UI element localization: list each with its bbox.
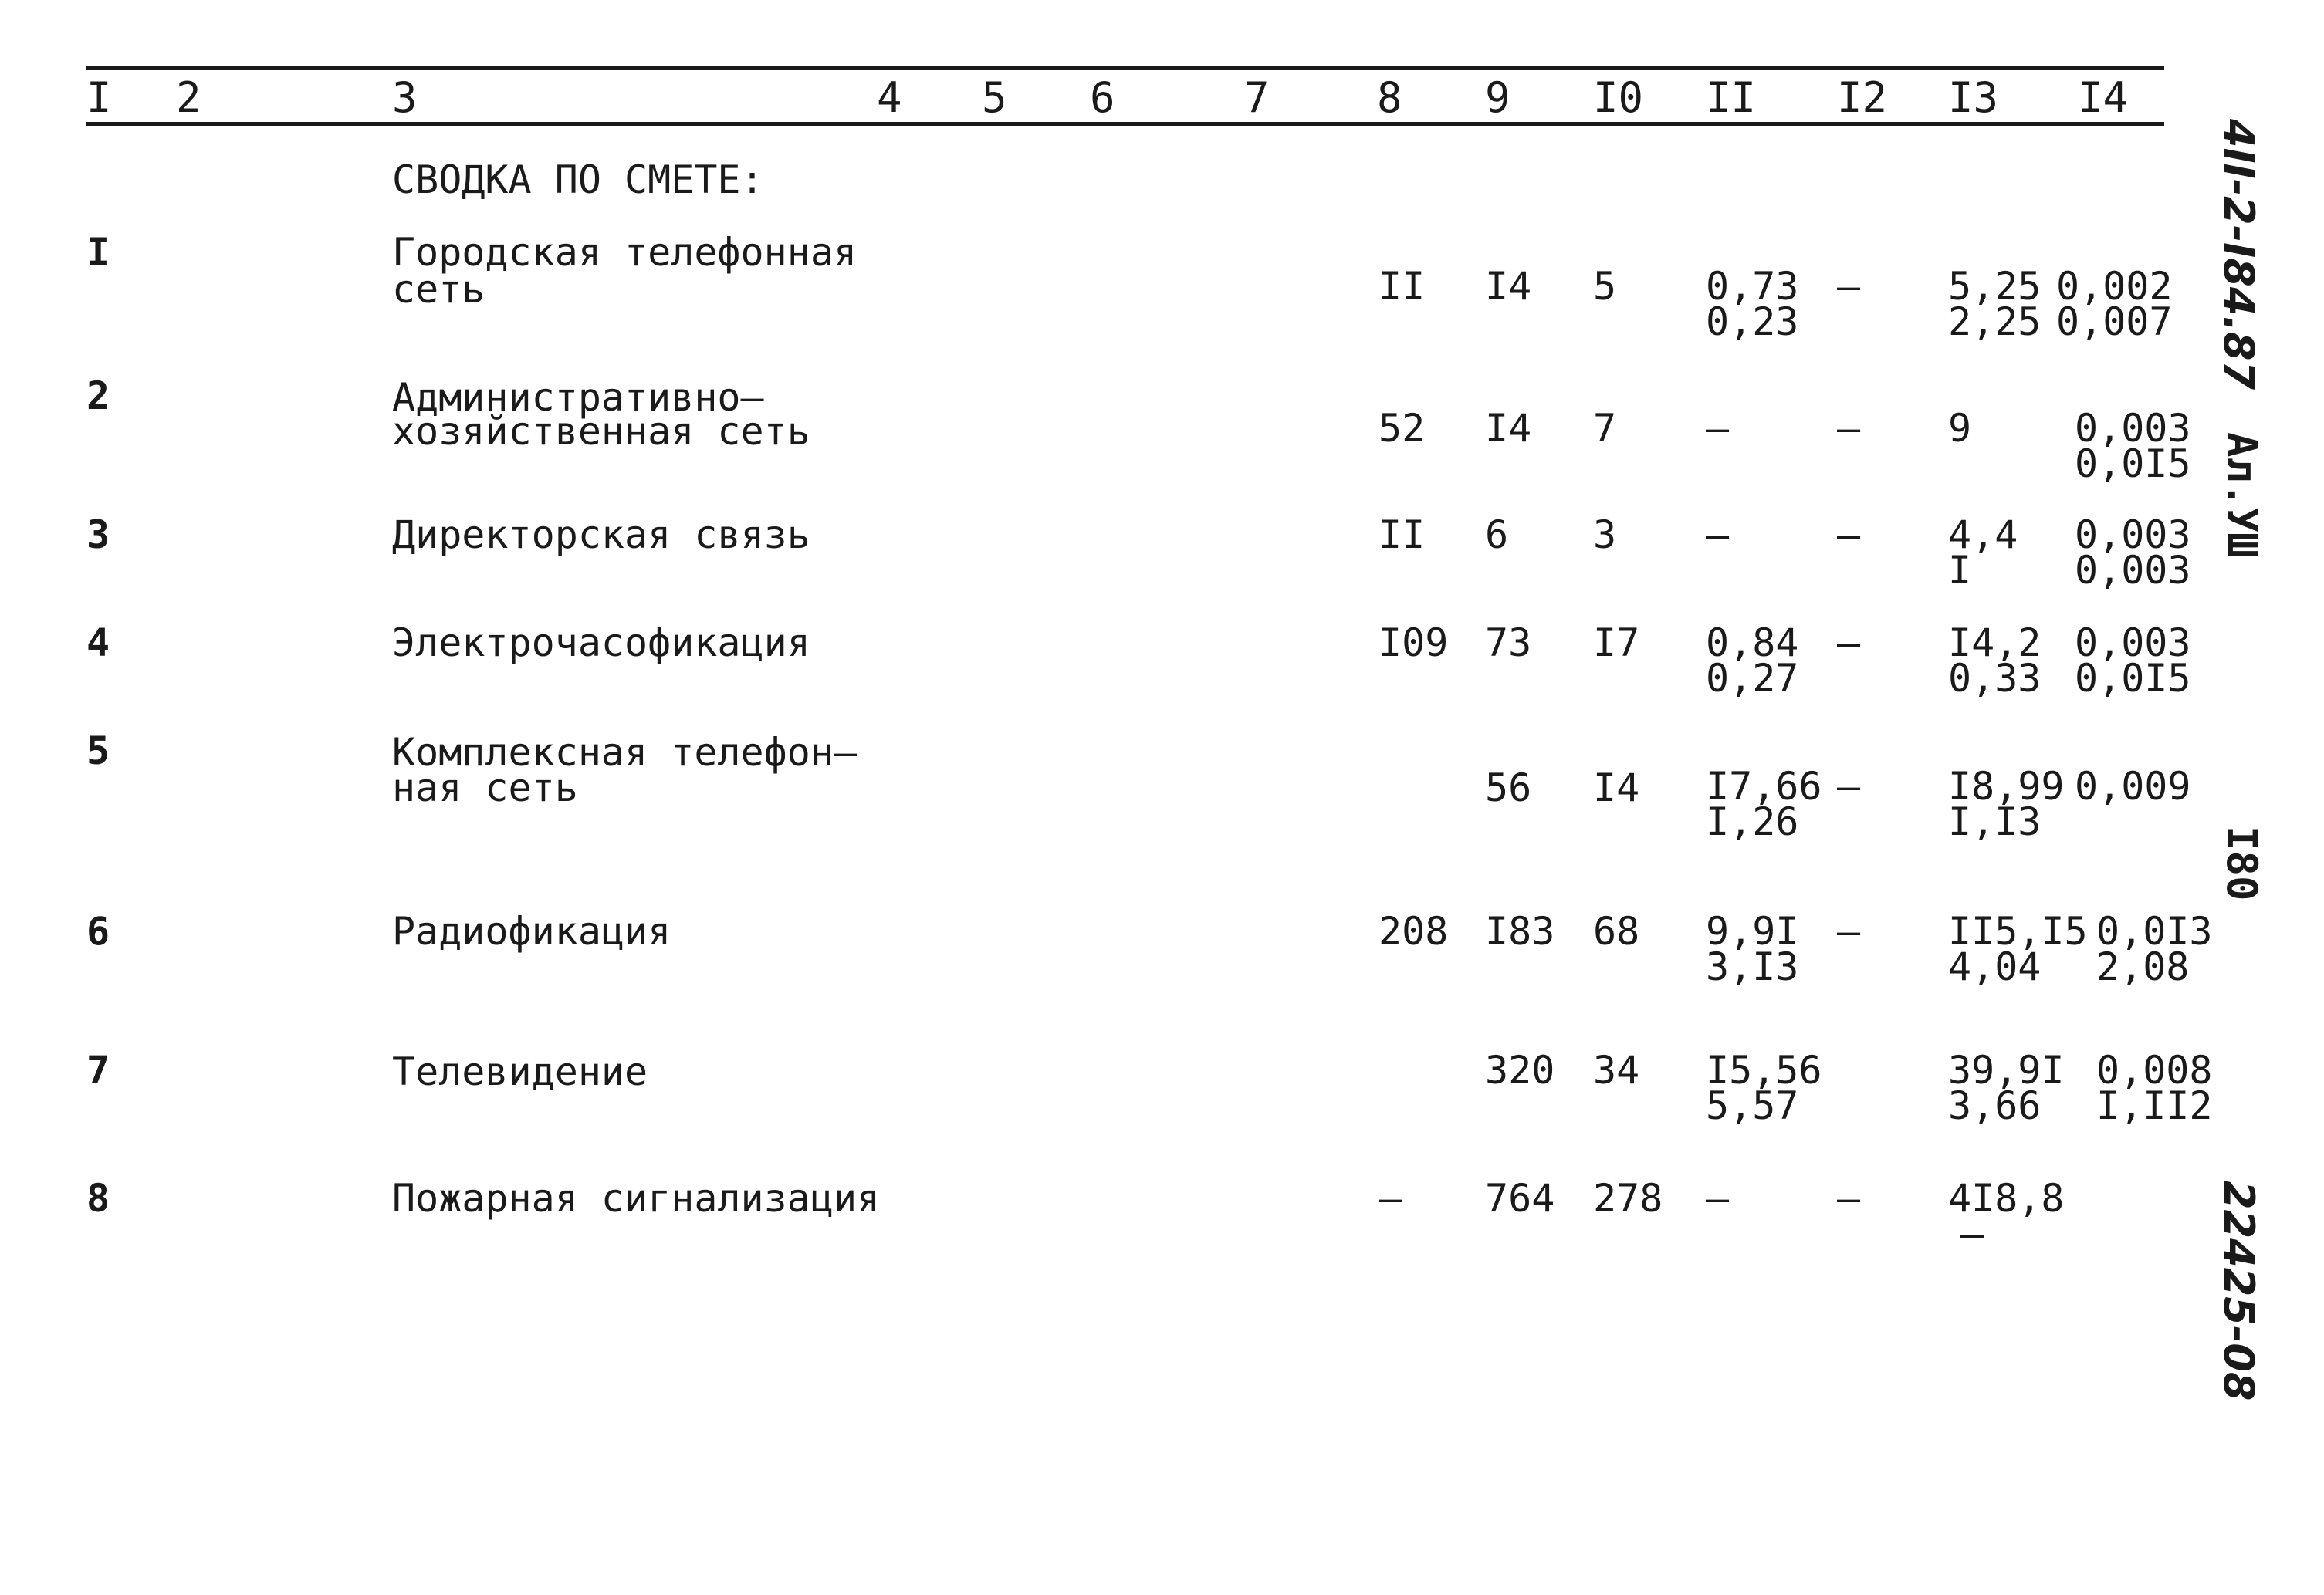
col-header-8: 8 <box>1377 73 1402 122</box>
cell-col13-top: I8,99 <box>1948 764 2065 809</box>
summary-title: СВОДКА ПО СМЕТЕ: <box>392 157 764 202</box>
col-header-4: 4 <box>877 73 902 122</box>
cell-col13-bottom: 4,04 <box>1948 944 2042 989</box>
cell-col13-bottom: 2,25 <box>1948 299 2042 344</box>
row-number: 5 <box>86 728 110 773</box>
cell-col13-top: 4,4 <box>1948 512 2018 557</box>
row-name-line1: Административно– <box>392 375 764 420</box>
cell-col13-bottom: 3,66 <box>1948 1083 2042 1128</box>
row-name-line1: Директорская связь <box>392 512 810 557</box>
cell-col10: I4 <box>1593 765 1640 810</box>
cell-col14-bottom: 0,0I5 <box>2075 656 2191 701</box>
row-number: 7 <box>86 1048 110 1093</box>
row-name-line1: Городская телефонная <box>392 230 858 275</box>
sheet-number: 22425-08 <box>2214 1181 2263 1401</box>
cell-col11-top: – <box>1706 406 1730 451</box>
row-number: I <box>86 230 110 275</box>
row-number: 6 <box>86 909 110 954</box>
cell-col10: I7 <box>1593 620 1640 665</box>
cell-col13-top: I4,2 <box>1948 620 2042 665</box>
row-number: 4 <box>86 620 110 665</box>
cell-col11-bottom: 3,I3 <box>1706 944 1799 989</box>
cell-col14-top: 0,008 <box>2096 1048 2213 1093</box>
cell-col13-bottom: 0,33 <box>1948 656 2042 701</box>
cell-col12: – <box>1837 264 1861 309</box>
row-name-line2: хозяйственная сеть <box>392 409 810 454</box>
row-name-line1: Телевидение <box>392 1049 648 1094</box>
cell-col8: 52 <box>1379 406 1426 451</box>
cell-col9: 6 <box>1485 512 1509 557</box>
col-header-3: 3 <box>392 73 418 122</box>
cell-col11-bottom: I,26 <box>1706 799 1799 844</box>
cell-col12: – <box>1837 620 1861 665</box>
cell-col13-bottom: I,I3 <box>1948 799 2042 844</box>
cell-col14-bottom: 0,003 <box>2075 548 2191 593</box>
col-header-7: 7 <box>1244 73 1270 122</box>
cell-col14-bottom: 0,0I5 <box>2075 441 2191 486</box>
cell-col8: II <box>1379 264 1426 309</box>
cell-col13-top: II5,I5 <box>1948 909 2088 954</box>
cell-col14-top: 0,003 <box>2075 512 2191 557</box>
cell-col14-top: 0,009 <box>2075 764 2191 809</box>
cell-col11-top: 9,9I <box>1706 909 1799 954</box>
cell-col11-top: – <box>1706 1176 1730 1221</box>
cell-col9: 764 <box>1485 1176 1555 1221</box>
cell-col11-bottom: 5,57 <box>1706 1083 1799 1128</box>
cell-col8: I09 <box>1379 620 1449 665</box>
doc-code: 4II-2-I84.87 <box>2214 119 2263 390</box>
album-label: Ал.УШ <box>2217 432 2266 558</box>
cell-col14-bottom: 2,08 <box>2096 944 2190 989</box>
cell-col8: 208 <box>1379 909 1449 954</box>
cell-col9: 56 <box>1485 765 1532 810</box>
header-bottom-rule <box>86 122 2164 126</box>
cell-col9: I83 <box>1485 909 1555 954</box>
header-top-rule <box>86 66 2164 70</box>
col-header-6: 6 <box>1090 73 1115 122</box>
row-name-line1: Электрочасофикация <box>392 620 810 665</box>
cell-col14-bottom: 0,007 <box>2056 299 2173 344</box>
col-header-11: II <box>1706 73 1757 122</box>
cell-col11-bottom: 0,27 <box>1706 656 1799 701</box>
cell-col9: 73 <box>1485 620 1532 665</box>
cell-col12: – <box>1837 1176 1861 1221</box>
row-name-line1: Радиофикация <box>392 909 671 954</box>
cell-col10: 3 <box>1593 512 1617 557</box>
cell-col11-top: – <box>1706 512 1730 557</box>
cell-col10: 278 <box>1593 1176 1663 1221</box>
row-name-line1: Комплексная телефон– <box>392 730 858 775</box>
col-header-5: 5 <box>982 73 1007 122</box>
col-header-10: I0 <box>1593 73 1644 122</box>
cell-col14-top: 0,002 <box>2056 264 2173 309</box>
row-number: 3 <box>86 512 110 557</box>
cell-col12: – <box>1837 764 1861 809</box>
cell-col10: 34 <box>1593 1048 1640 1093</box>
cell-col14-bottom: I,II2 <box>2096 1083 2213 1128</box>
cell-col9: 320 <box>1485 1048 1555 1093</box>
row-number: 8 <box>86 1176 110 1221</box>
cell-col10: 7 <box>1593 406 1617 451</box>
cell-col14-top: 0,003 <box>2075 406 2191 451</box>
col-header-1: I <box>86 73 112 122</box>
cell-col11-top: 0,73 <box>1706 264 1799 309</box>
row-name-line2: ная сеть <box>392 765 578 810</box>
page-number: I80 <box>2217 826 2266 901</box>
col-header-9: 9 <box>1485 73 1510 122</box>
col-header-14: I4 <box>2078 73 2129 122</box>
cell-col14-top: 0,0I3 <box>2096 909 2213 954</box>
row-name-line2: сеть <box>392 267 485 312</box>
cell-col12: – <box>1837 406 1861 451</box>
col-header-12: I2 <box>1837 73 1888 122</box>
cell-col12: – <box>1837 512 1861 557</box>
cell-col13-top: 4I8,8 <box>1948 1176 2065 1221</box>
cell-col13-top: 39,9I <box>1948 1048 2065 1093</box>
col-header-2: 2 <box>176 73 201 122</box>
cell-col13-bottom: I <box>1948 548 1972 593</box>
col-header-13: I3 <box>1948 73 1999 122</box>
row-name-line1: Пожарная сигнализация <box>392 1176 881 1221</box>
cell-col9: I4 <box>1485 264 1532 309</box>
cell-col12: – <box>1837 909 1861 954</box>
cell-col8: – <box>1379 1176 1402 1221</box>
cell-col10: 68 <box>1593 909 1640 954</box>
cell-col11-top: I5,56 <box>1706 1048 1822 1093</box>
cell-col14-top: 0,003 <box>2075 620 2191 665</box>
row-number: 2 <box>86 373 110 418</box>
cell-col9: I4 <box>1485 406 1532 451</box>
cell-col13-bottom: – <box>1960 1211 1984 1256</box>
cell-col11-bottom: 0,23 <box>1706 299 1799 344</box>
cell-col8: II <box>1379 512 1426 557</box>
cell-col11-top: 0,84 <box>1706 620 1799 665</box>
cell-col11-top: I7,66 <box>1706 764 1822 809</box>
cell-col13-top: 5,25 <box>1948 264 2042 309</box>
cell-col10: 5 <box>1593 264 1617 309</box>
cell-col13-top: 9 <box>1948 406 1972 451</box>
